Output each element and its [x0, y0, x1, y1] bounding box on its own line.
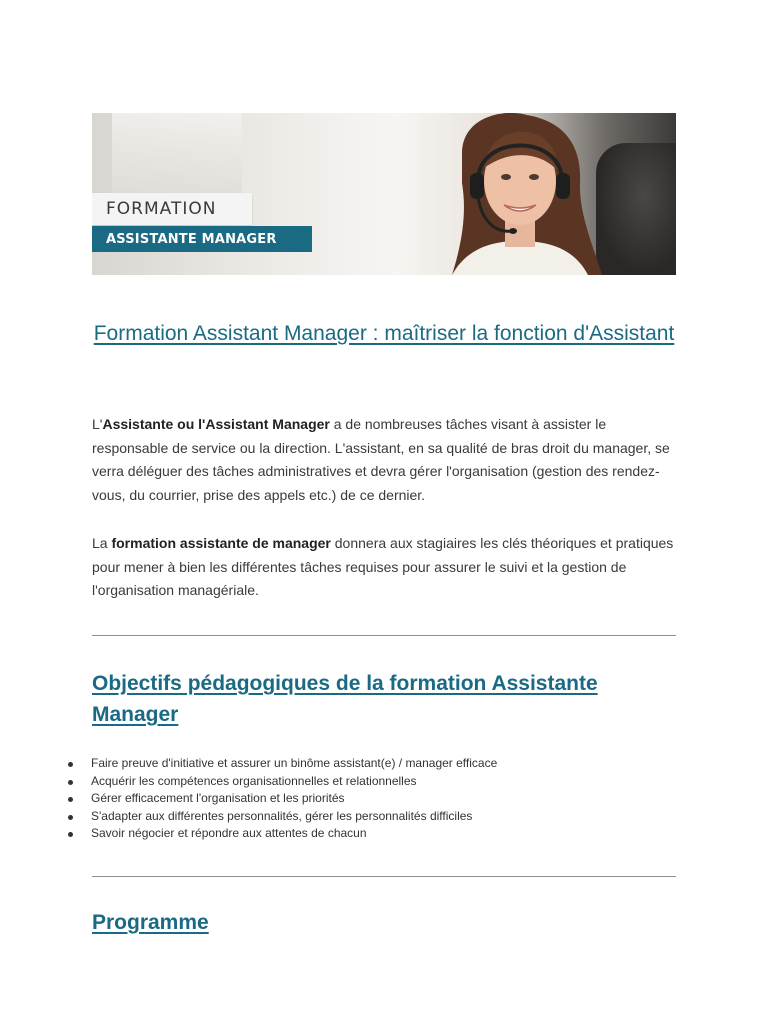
- bullet-icon: [68, 780, 73, 785]
- formation-label: FORMATION: [92, 193, 252, 225]
- programme-heading[interactable]: Programme: [92, 911, 209, 934]
- bullet-icon: [68, 797, 73, 802]
- page-title[interactable]: Formation Assistant Manager : maîtriser la fonction d'Assistant: [93, 322, 675, 345]
- intro-paragraph-2: [92, 532, 682, 603]
- intro-p2-text: donnera aux stagiaires les clés théoriques et pratiques pour mener à bien les différentes tâches requises pour assurer le suivi et la gestion de l'organisation managériale.: [92, 535, 674, 599]
- list-item-text: Faire preuve d'initiative et assurer un binôme assistant(e) / manager efficace: [91, 756, 498, 770]
- list-item-text: Acquérir les compétences organisationnelles et relationnelles: [91, 773, 417, 788]
- objectives-list: [66, 755, 497, 843]
- bullet-icon: [68, 832, 73, 837]
- list-item-text: Savoir négocier et répondre aux attentes de chacun: [91, 826, 367, 840]
- list-item: [66, 808, 497, 826]
- banner-image: [92, 113, 676, 275]
- list-item: [66, 755, 497, 773]
- program-label: ASSISTANTE MANAGER: [92, 226, 312, 252]
- intro-p1-prefix: L': [92, 416, 103, 432]
- intro-p1-bold: Assistante ou l'Assistant Manager: [102, 416, 330, 432]
- intro-p2-bold: formation assistante de manager: [111, 535, 331, 551]
- list-item: [66, 825, 497, 843]
- list-item-text: Gérer efficacement l'organisation et les priorités: [91, 791, 345, 805]
- bullet-icon: [68, 762, 73, 767]
- intro-p1-text: a de nombreuses tâches visant à assister le responsable de service ou la direction. L'assistant, en sa qualité de bras droit du manager, se verra déléguer des tâches administratives et devra gérer l'organisation (gestion des rendez-vous, du courrier, prise des appels etc.) de ce dernier.: [92, 416, 670, 503]
- objectives-heading[interactable]: Objectifs pédagogiques de la formation Assistante Manager: [92, 672, 598, 726]
- divider: [92, 635, 676, 636]
- divider: [92, 876, 676, 877]
- intro-paragraph-1: [92, 413, 682, 507]
- intro-p2-prefix: La: [92, 535, 112, 551]
- person-with-headset-icon: [392, 113, 642, 275]
- bullet-icon: [68, 815, 73, 820]
- list-item: [66, 790, 497, 808]
- list-item-text: S'adapter aux différentes personnalités, gérer les personnalités difficiles: [91, 808, 473, 823]
- list-item: [66, 773, 497, 791]
